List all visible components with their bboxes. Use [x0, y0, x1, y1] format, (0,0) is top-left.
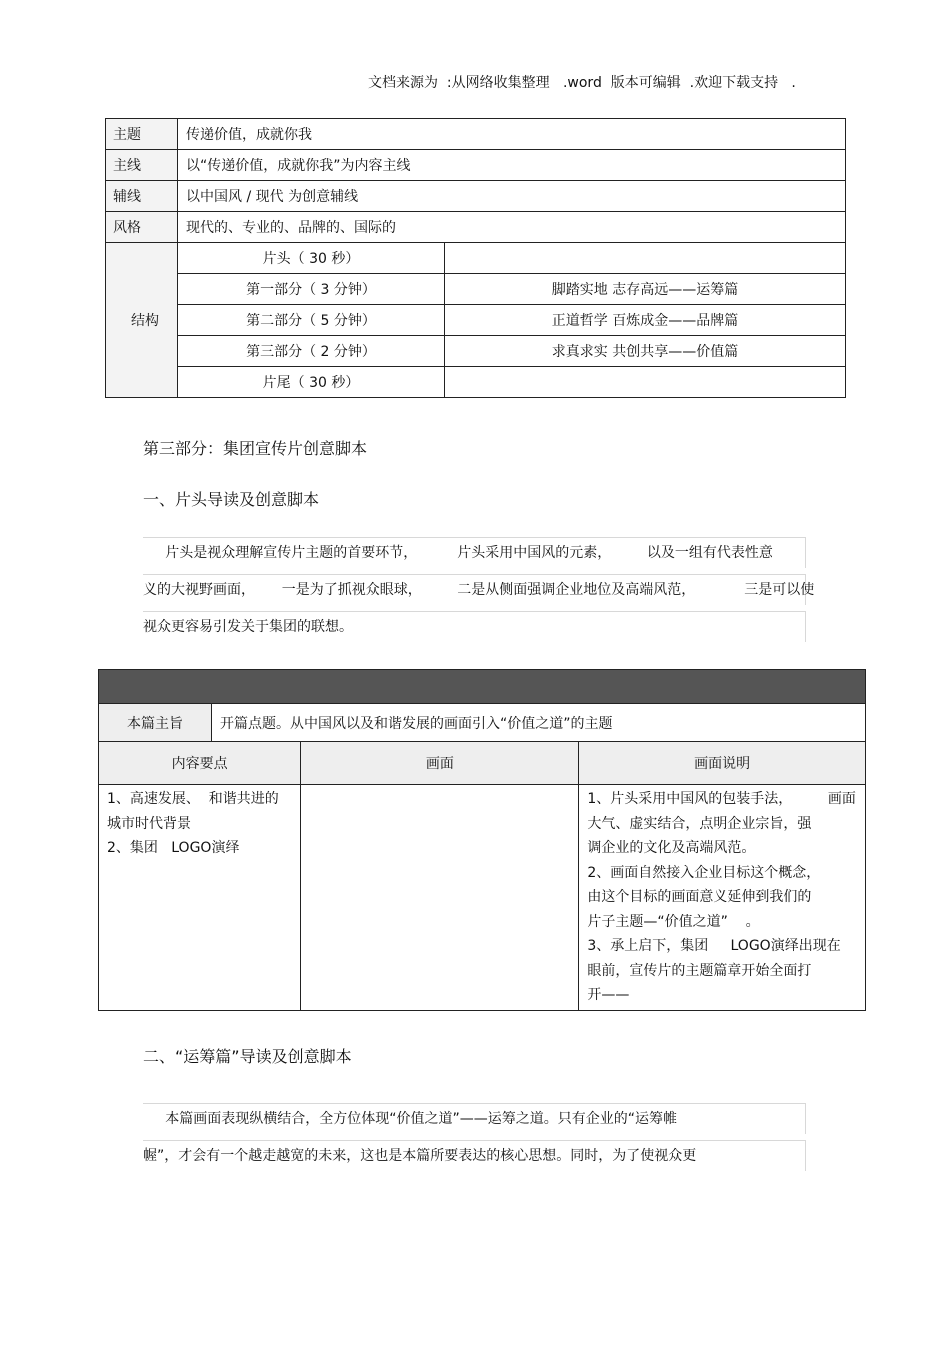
structure-part: 第一部分（ 3 分钟）: [178, 274, 445, 305]
row-value: 以中国风 / 现代 为创意辅线: [178, 181, 846, 212]
table-row: [106, 243, 846, 274]
dark-title-bar: [99, 670, 866, 704]
table-row: [106, 150, 846, 181]
table-row: [106, 119, 846, 150]
structure-label: 结构: [106, 243, 178, 398]
row-label: 主线: [106, 150, 178, 181]
section-one-title: 一、片头导读及创意脚本: [143, 490, 320, 509]
table-row: [99, 742, 866, 785]
structure-part: 片头（ 30 秒）: [178, 243, 445, 274]
structure-part: 第三部分（ 2 分钟）: [178, 336, 445, 367]
section-two-paragraph: [143, 1103, 806, 1177]
table-row: [106, 305, 846, 336]
theme-value: 开篇点题。从中国风以及和谐发展的画面引入“价值之道”的主题: [212, 704, 866, 742]
paragraph-line: 义的大视野画面， 一是为了抓视众眼球， 二是从侧面强调企业地位及高端风范， 三是可以使: [143, 574, 806, 605]
structure-desc: [445, 243, 846, 274]
structure-desc: 脚踏实地 志存高远——运筹篇: [445, 274, 846, 305]
overview-table: [105, 118, 846, 398]
content-points-cell: 1、高速发展、 和谐共进的 城市时代背景 2、集团 LOGO演绎: [99, 785, 301, 1011]
paragraph-line: 幄”，才会有一个越走越宽的未来，这也是本篇所要表达的核心思想。同时，为了使视众更: [143, 1140, 806, 1171]
column-header-points: 内容要点: [99, 742, 301, 785]
theme-label: 本篇主旨: [99, 704, 212, 742]
structure-part: 片尾（ 30 秒）: [178, 367, 445, 398]
row-value: 现代的、专业的、品牌的、国际的: [178, 212, 846, 243]
paragraph-line: 本篇画面表现纵横结合，全方位体现“价值之道”——运筹之道。只有企业的“运筹帷: [143, 1103, 806, 1134]
row-label: 风格: [106, 212, 178, 243]
section-one-paragraph: [143, 537, 815, 648]
table-row: [99, 704, 866, 742]
picture-description-cell: 1、片头采用中国风的包装手法， 画面 大气、虚实结合，点明企业宗旨，强 调企业的文化及高端风范。 2、画面自然接入企业目标这个概念， 由这个目标的画面意义延伸到我们的 片子主题—“价值之道” 。 3、承上启下，集团 LOGO演绎出现在 眼前，宣传片的主题篇章开始全面打 开——: [579, 785, 866, 1011]
column-header-picture: 画面: [301, 742, 579, 785]
script-table: [98, 669, 866, 1011]
table-header-bar: [99, 670, 866, 704]
structure-desc: 求真求实 共创共享——价值篇: [445, 336, 846, 367]
row-value: 传递价值，成就你我: [178, 119, 846, 150]
row-value: 以“传递价值，成就你我”为内容主线: [178, 150, 846, 181]
paragraph-line: 视众更容易引发关于集团的联想。: [143, 611, 806, 642]
paragraph-line: 片头是视众理解宣传片主题的首要环节， 片头采用中国风的元素， 以及一组有代表性意: [143, 537, 806, 568]
table-row: [106, 212, 846, 243]
structure-desc: 正道哲学 百炼成金——品牌篇: [445, 305, 846, 336]
section-three-title: 第三部分：集团宣传片创意脚本: [143, 439, 368, 458]
page-header-note: 文档来源为 :从网络收集整理 .word 版本可编辑 .欢迎下载支持 .: [368, 75, 796, 91]
table-row: [106, 181, 846, 212]
picture-cell: [301, 785, 579, 1011]
table-row: [106, 274, 846, 305]
row-label: 辅线: [106, 181, 178, 212]
table-row: [106, 367, 846, 398]
table-row: [106, 336, 846, 367]
section-two-title: 二、“运筹篇”导读及创意脚本: [143, 1047, 352, 1066]
row-label: 主题: [106, 119, 178, 150]
structure-part: 第二部分（ 5 分钟）: [178, 305, 445, 336]
table-row: [99, 785, 866, 1011]
structure-desc: [445, 367, 846, 398]
column-header-description: 画面说明: [579, 742, 866, 785]
